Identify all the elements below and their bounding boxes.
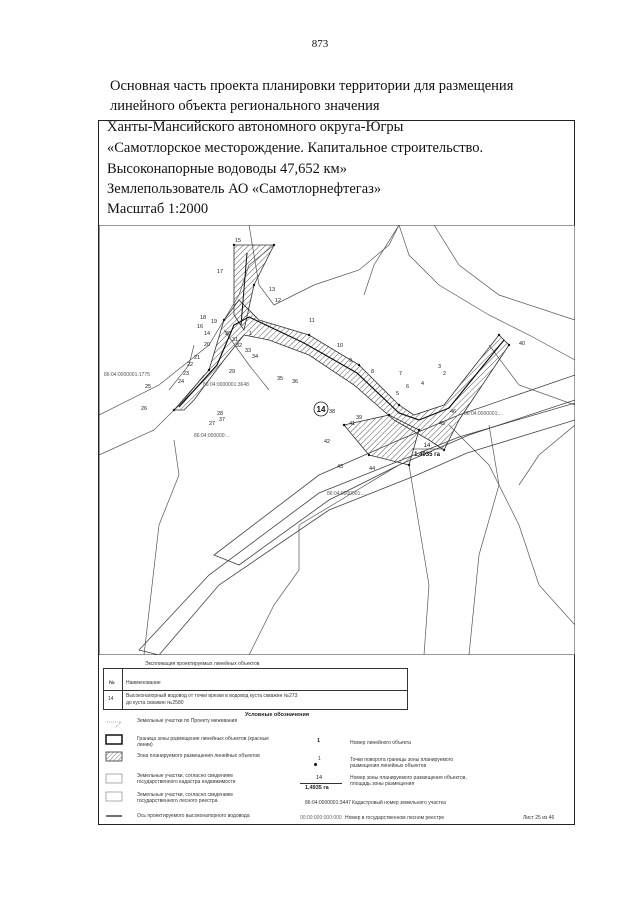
pt-30: 30 [225, 331, 232, 337]
pt-15: 15 [235, 238, 242, 244]
legend-item-5: Земельные участки, согласно сведениям государственного лесного реестра [137, 792, 233, 804]
legend-sample-area: 1,4935 га [305, 785, 329, 791]
explication-col-sep [122, 668, 123, 710]
pt-8: 8 [371, 369, 375, 375]
legend-title: Условные обозначения [245, 712, 310, 718]
pt-9: 9 [349, 358, 353, 364]
pt-17: 17 [217, 269, 224, 275]
pt-34: 34 [252, 354, 259, 360]
pt-7: 7 [399, 371, 403, 377]
pt-2: 2 [443, 371, 447, 377]
legend-sample-point-dot [314, 763, 317, 766]
swatch-zone-fill [106, 752, 122, 761]
pt-20: 20 [204, 342, 211, 348]
pt-40: 40 [519, 341, 526, 347]
cad-c: 86:04:000000:... [194, 433, 231, 439]
swatch-survey [107, 722, 121, 728]
pt-32: 32 [236, 343, 243, 349]
pt-25: 25 [145, 384, 152, 390]
legend-right-2: Точки поворота границы зоны планируемого размещения линейных объектов [350, 757, 454, 769]
pt-26: 26 [141, 406, 148, 412]
pt-21: 21 [194, 355, 201, 361]
zone-badge-text: 14 [316, 405, 326, 414]
pt-33: 33 [245, 348, 252, 354]
pt-5: 5 [396, 391, 400, 397]
header-line-2: линейного объекта регионального значения [110, 98, 380, 114]
legend-item-2: Граница зоны размещения линейных объектов (красные линии) [137, 736, 269, 748]
pt-4: 4 [421, 381, 425, 387]
legend-sample-cad: 86:04:0000001:3447 [305, 800, 351, 806]
pt-14: 14 [204, 331, 211, 337]
legend-sample-line-no: 1 [317, 738, 321, 744]
explication-row-text-2: до куста скважин №2580 [126, 700, 184, 706]
swatch-gkn [106, 774, 122, 783]
pt-3: 3 [438, 364, 442, 370]
legend-right-1: Номер линейного объекта [350, 740, 411, 746]
page-number: 873 [311, 38, 329, 50]
map-border [99, 225, 575, 655]
cad-e: 86:04:0000001:... [464, 411, 503, 417]
pt-38: 38 [329, 409, 336, 415]
legend-sample-forest: 00:00:000:000:000 [300, 815, 342, 821]
pt-10: 10 [337, 343, 344, 349]
pt-22: 22 [187, 362, 194, 368]
explication-row-no: 14 [108, 696, 114, 702]
header-line-5: Высоконапорные водоводы 47,652 км» [107, 161, 347, 177]
pt-43: 43 [337, 464, 344, 470]
pt-6: 6 [406, 384, 410, 390]
header-line-4: «Самотлорское месторождение. Капитальное строительство. [107, 140, 484, 156]
pt-35: 35 [277, 376, 284, 382]
pt-44: 44 [369, 466, 376, 472]
header-line-7: Масштаб 1:2000 [107, 201, 209, 217]
pt-28: 28 [217, 411, 224, 417]
pt-29: 29 [229, 369, 236, 375]
pt-37: 37 [219, 417, 226, 423]
legend-swatches [105, 718, 125, 828]
legend-sample-divider [300, 783, 342, 784]
pt-31: 31 [232, 337, 239, 343]
legend-right-5: Номер в государственном лесном реестре [345, 815, 445, 821]
legend-item-4: Земельные участки, согласно сведениям государственного кадастра недвижимости [137, 773, 236, 785]
legend-item-3: Зона планируемого размещения линейных объектов [137, 753, 260, 759]
pt-19: 19 [211, 319, 218, 325]
explication-col-name: Наименование [126, 680, 161, 686]
legend-item-1: Земельные участки по Проекту межевания [137, 718, 238, 724]
pt-42: 42 [324, 439, 331, 445]
sheet-number: Лист 25 из 46 [523, 815, 555, 821]
zone-area: 1,4935 га [414, 452, 440, 458]
legend-sample-point: 1 [318, 756, 321, 762]
explication-col-no: № [109, 680, 115, 686]
pt-12: 12 [275, 298, 282, 304]
header-line-1: Основная часть проекта планировки территории для размещения [110, 78, 514, 94]
header-line-3: Ханты-Мансийского автономного округа-Югры [107, 119, 404, 135]
pt-11: 11 [309, 318, 315, 324]
cad-b: 86:04:0000001:3648 [203, 382, 249, 388]
cad-a: 86:04:0000001:1775 [104, 372, 150, 378]
cad-d: 86:04:0000001:... [327, 491, 366, 497]
legend-sample-zone-no: 14 [316, 775, 323, 781]
pt-45: 45 [439, 421, 446, 427]
pt-41: 41 [349, 421, 356, 427]
legend-right-4: Кадастровый номер земельного участка [352, 800, 446, 806]
swatch-forest [106, 792, 122, 801]
pt-16: 16 [197, 324, 204, 330]
legend-right-3: Номер зоны планируемого размещения объектов, площадь зоны размещения [350, 775, 467, 787]
pt-23: 23 [183, 371, 190, 377]
swatch-zone-border [106, 735, 122, 744]
explication-row-text-1: Высоконапорный водовод от точки врезки в водовод куста скважин №273 [126, 693, 298, 699]
header-line-6: Землепользователь АО «Самотлорнефтегаз» [107, 181, 382, 197]
pt-24: 24 [178, 379, 185, 385]
pt-1: 1 [249, 331, 253, 337]
explication-header-sep [103, 690, 408, 691]
pt-46: 46 [450, 409, 457, 415]
legend-item-6: Ось проектируемого высоконапорного водовода [137, 813, 250, 819]
pt-36: 36 [292, 379, 299, 385]
planning-map [99, 225, 575, 655]
pt-13: 13 [269, 287, 276, 293]
pt-39: 39 [356, 415, 363, 421]
pt-18: 18 [200, 315, 207, 321]
pt-27: 27 [209, 421, 216, 427]
zone-number: 14 [423, 443, 431, 449]
explication-title: Экспликация проектируемых линейных объектов [145, 661, 260, 667]
